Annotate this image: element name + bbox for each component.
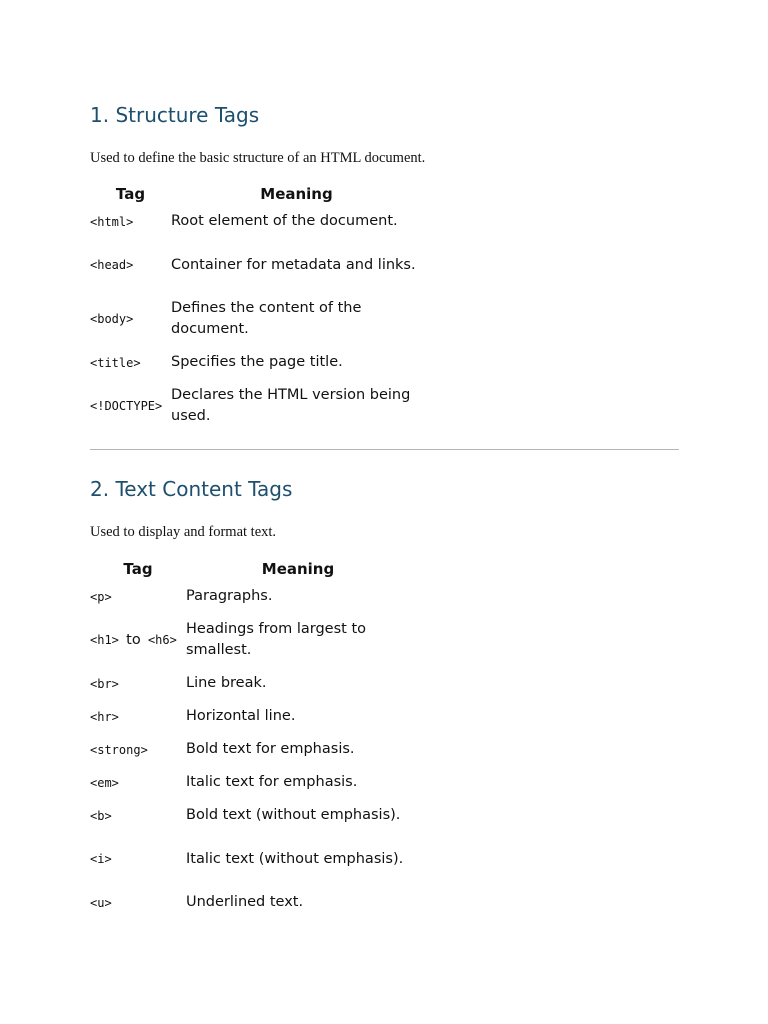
table-row <box>90 346 422 379</box>
tag-range-end: <h6> <box>147 633 177 647</box>
table-row <box>90 886 410 919</box>
meaning-cell: Italic text (without emphasis). <box>186 850 404 867</box>
table-row <box>90 799 410 832</box>
table-row <box>90 292 422 346</box>
tag-cell: <hr> <box>90 709 119 724</box>
meaning-cell: Root element of the document. <box>171 213 398 229</box>
column-header-tag: Tag <box>123 560 153 578</box>
meaning-cell: Defines the content of the document. <box>171 300 362 337</box>
tag-cell: <em> <box>90 775 119 790</box>
tag-range-joiner: to <box>126 632 141 648</box>
tag-range-start: <h1> <box>90 633 119 647</box>
meaning-cell: Horizontal line. <box>186 708 296 724</box>
meaning-cell: Headings from largest to smallest. <box>186 621 367 658</box>
table-row <box>90 667 410 700</box>
tag-cell: <html> <box>90 214 134 229</box>
tag-cell: <br> <box>90 676 119 691</box>
table-row <box>90 205 422 238</box>
meaning-cell: Container for metadata and links. <box>171 256 416 273</box>
text-content-tags-table <box>90 558 410 919</box>
table-row <box>90 733 410 766</box>
table-row <box>90 613 410 667</box>
meaning-cell: Paragraphs. <box>186 588 273 604</box>
meaning-cell: Bold text (without emphasis). <box>186 807 401 823</box>
section-intro-structure-tags: Used to define the basic structure of an HTML document. <box>90 150 426 166</box>
tag-cell: <!DOCTYPE> <box>90 399 163 413</box>
tag-cell: <u> <box>90 895 112 910</box>
table-header-row <box>90 183 422 205</box>
column-header-tag: Tag <box>115 185 146 203</box>
section-title-text-content-tags: 2. Text Content Tags <box>90 477 293 501</box>
column-header-meaning: Meaning <box>261 560 335 578</box>
tag-cell: <p> <box>90 589 112 604</box>
meaning-cell: Declares the HTML version being used. <box>171 387 411 424</box>
table-row <box>90 580 410 613</box>
table-row <box>90 832 410 886</box>
section-title-structure-tags: 1. Structure Tags <box>90 103 260 127</box>
table-row <box>90 766 410 799</box>
tag-cell: <head> <box>90 258 134 272</box>
tag-cell: <strong> <box>90 742 148 757</box>
section-intro-text-content-tags: Used to display and format text. <box>90 524 277 540</box>
tag-cell: <b> <box>90 808 112 823</box>
table-row <box>90 379 422 433</box>
table-header-row <box>90 558 410 580</box>
tag-cell: <i> <box>90 852 112 866</box>
tag-cell: <title> <box>90 355 141 370</box>
meaning-cell: Line break. <box>186 675 267 691</box>
meaning-cell: Bold text for emphasis. <box>186 741 355 757</box>
section-divider <box>90 449 679 450</box>
table-row <box>90 238 422 292</box>
meaning-cell: Specifies the page title. <box>171 354 343 370</box>
table-row <box>90 700 410 733</box>
tag-cell <box>90 613 186 667</box>
structure-tags-table <box>90 183 422 433</box>
meaning-cell: Italic text for emphasis. <box>186 774 358 790</box>
column-header-meaning: Meaning <box>260 185 333 203</box>
tag-cell: <body> <box>90 312 134 326</box>
meaning-cell: Underlined text. <box>186 894 304 910</box>
